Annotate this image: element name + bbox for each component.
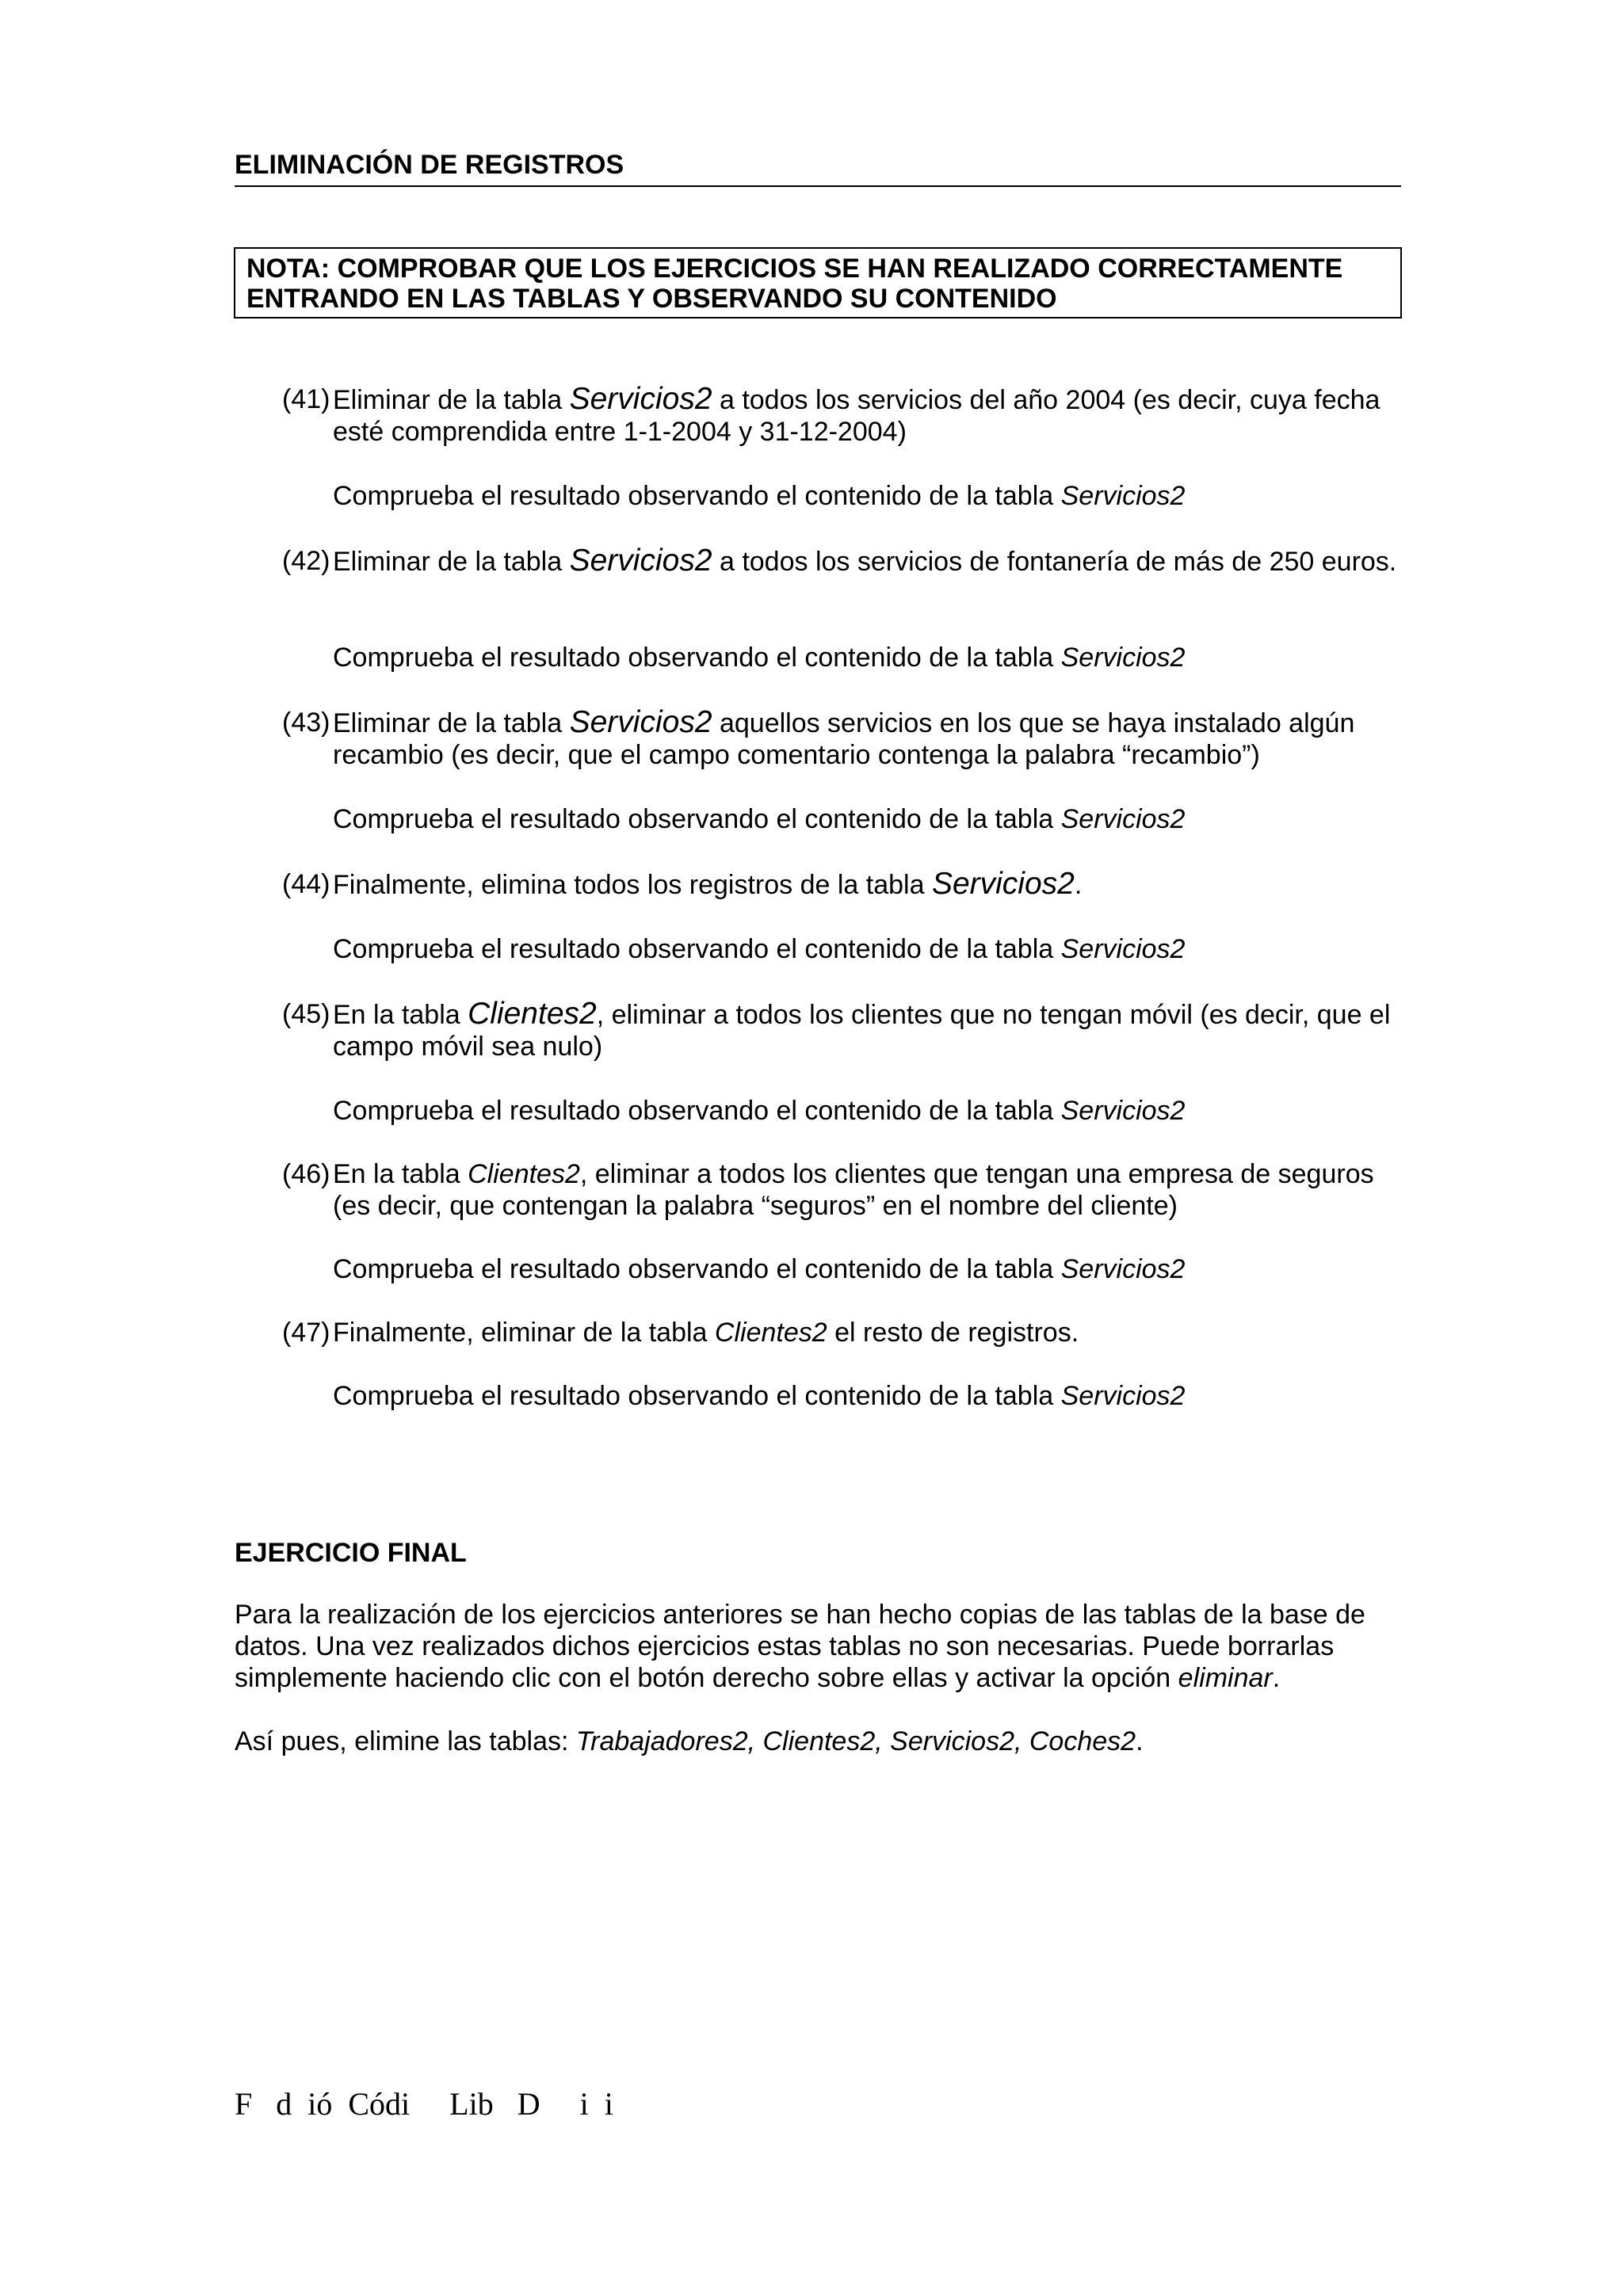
section-title-final: EJERCICIO FINAL xyxy=(235,1538,467,1568)
check-instruction-46 xyxy=(333,1253,1185,1285)
check-text: Comprueba el resultado observando el contenido de la tabla xyxy=(333,1096,1061,1126)
table-name: Servicios2 xyxy=(931,867,1075,901)
exercise-41 xyxy=(282,383,1407,448)
exercise-text-pre: Finalmente, eliminar de la tabla xyxy=(333,1318,715,1348)
exercise-45 xyxy=(282,998,1407,1062)
page-title: ELIMINACIÓN DE REGISTROS xyxy=(235,147,1401,187)
note-box xyxy=(234,247,1402,318)
exercise-42 xyxy=(282,545,1407,578)
check-instruction-43 xyxy=(333,803,1185,835)
exercise-text xyxy=(333,998,1407,1062)
exercise-text xyxy=(333,383,1407,448)
exercise-number: (43) xyxy=(282,707,330,738)
exercise-text-pre: Eliminar de la tabla xyxy=(333,547,570,577)
exercise-text-post: a todos los servicios del año 2004 (es decir, cuya fecha esté comprendida entre 1-1-2004 y 31-12-2004) xyxy=(333,385,1381,447)
paragraph-text-end: . xyxy=(1272,1663,1281,1693)
exercise-number: (47) xyxy=(282,1318,330,1348)
paragraph-text: Para la realización de los ejercicios anteriores se han hecho copias de las tablas de la base de datos. Una vez realizados dichos ejercicios estas tablas no son necesarias. Puede borrarlas simplemente haciendo clic con el botón derecho sobre ellas y activar la opción xyxy=(235,1600,1365,1693)
exercise-text-pre: Finalmente, elimina todos los registros de la tabla xyxy=(333,870,932,900)
check-text: Comprueba el resultado observando el contenido de la tabla xyxy=(333,934,1061,964)
table-name: Servicios2 xyxy=(569,382,712,416)
paragraph-emphasis: eliminar xyxy=(1178,1663,1273,1693)
paragraph-text-end: . xyxy=(1136,1726,1144,1756)
final-paragraph-2 xyxy=(235,1726,1407,1757)
check-table-name: Servicios2 xyxy=(1060,481,1186,511)
exercise-text-post: , eliminar a todos los clientes que tengan una empresa de seguros (es decir, que contengan la palabra “seguros” en el nombre del cliente) xyxy=(333,1159,1374,1221)
exercise-text xyxy=(333,868,1407,901)
check-instruction-47 xyxy=(333,1380,1185,1412)
exercise-text-post: a todos los servicios de fontanería de más de 250 euros. xyxy=(712,547,1397,577)
exercise-text xyxy=(333,1317,1407,1348)
exercise-text-pre: En la tabla xyxy=(333,1000,468,1030)
check-table-name: Servicios2 xyxy=(1060,1254,1186,1284)
table-name: Servicios2 xyxy=(569,543,712,578)
exercise-number: (44) xyxy=(282,869,330,899)
check-text: Comprueba el resultado observando el contenido de la tabla xyxy=(333,643,1061,673)
exercise-number: (42) xyxy=(282,546,330,576)
exercise-47 xyxy=(282,1317,1407,1348)
exercise-44 xyxy=(282,868,1407,901)
note-line-1: NOTA: COMPROBAR QUE LOS EJERCICIOS SE HAN REALIZADO CORRECTAMENTE xyxy=(246,254,1343,284)
exercise-43 xyxy=(282,707,1407,771)
check-table-name: Servicios2 xyxy=(1060,934,1186,964)
exercise-number: (41) xyxy=(282,384,330,414)
check-text: Comprueba el resultado observando el contenido de la tabla xyxy=(333,804,1061,834)
check-table-name: Servicios2 xyxy=(1060,804,1186,834)
check-table-name: Servicios2 xyxy=(1060,643,1186,673)
check-instruction-45 xyxy=(333,1095,1185,1127)
exercise-text-pre: En la tabla xyxy=(333,1159,468,1189)
check-text: Comprueba el resultado observando el contenido de la tabla xyxy=(333,1254,1061,1284)
check-text: Comprueba el resultado observando el contenido de la tabla xyxy=(333,1381,1061,1411)
exercise-text-pre: Eliminar de la tabla xyxy=(333,708,570,738)
exercise-text-post: el resto de registros. xyxy=(827,1318,1079,1348)
exercise-text-post: aquellos servicios en los que se haya instalado algún recambio (es decir, que el campo comentario contenga la palabra “recambio”) xyxy=(333,708,1355,770)
paragraph-text: Así pues, elimine las tablas: xyxy=(235,1726,576,1756)
paragraph-emphasis: Trabajadores2, Clientes2, Servicios2, Coches2 xyxy=(575,1726,1136,1756)
table-name: Clientes2 xyxy=(468,1159,580,1189)
final-paragraph-1 xyxy=(235,1599,1407,1694)
exercise-text-pre: Eliminar de la tabla xyxy=(333,385,570,415)
page-footer: F d ió Códi Lib D i i xyxy=(235,2086,613,2122)
exercise-text xyxy=(333,707,1407,771)
check-instruction-41 xyxy=(333,480,1185,512)
exercise-46 xyxy=(282,1158,1407,1222)
exercise-text xyxy=(333,545,1407,578)
check-instruction-44 xyxy=(333,933,1185,965)
check-instruction-42 xyxy=(333,642,1185,673)
exercise-text xyxy=(333,1158,1407,1222)
exercise-number: (45) xyxy=(282,999,330,1029)
table-name: Clientes2 xyxy=(714,1318,827,1348)
exercise-text-post: , eliminar a todos los clientes que no tengan móvil (es decir, que el campo móvil sea nulo) xyxy=(333,1000,1391,1062)
check-table-name: Servicios2 xyxy=(1060,1381,1186,1411)
note-line-2: ENTRANDO EN LAS TABLAS Y OBSERVANDO SU CONTENIDO xyxy=(246,284,1057,314)
exercise-number: (46) xyxy=(282,1159,330,1189)
exercise-text-post: . xyxy=(1074,870,1083,900)
check-text: Comprueba el resultado observando el contenido de la tabla xyxy=(333,481,1061,511)
table-name: Servicios2 xyxy=(569,705,712,739)
table-name: Clientes2 xyxy=(468,997,597,1031)
check-table-name: Servicios2 xyxy=(1060,1096,1186,1126)
